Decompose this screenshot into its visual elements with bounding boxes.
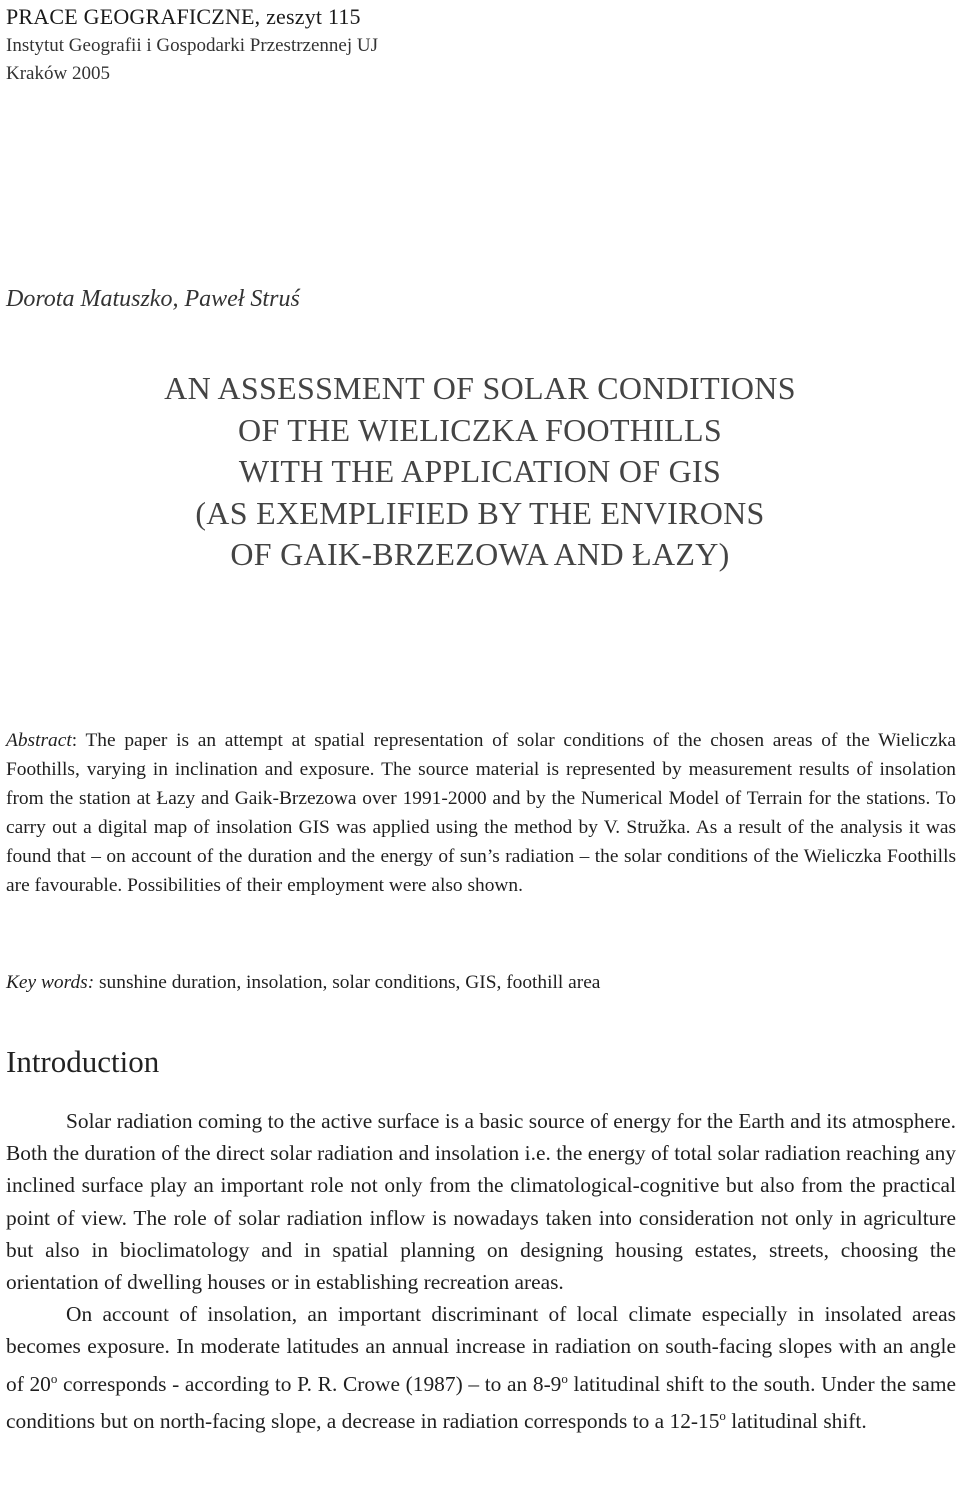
keywords xyxy=(6,969,956,997)
introduction-body xyxy=(6,1105,956,1437)
title-line: OF THE WIELICZKA FOOTHILLS xyxy=(238,411,722,448)
paragraph xyxy=(6,1298,956,1437)
title-line: (AS EXEMPLIFIED BY THE ENVIRONS xyxy=(195,494,765,531)
section-heading-introduction: Introduction xyxy=(6,1044,160,1079)
journal-series: PRACE GEOGRAFICZNE, zeszyt 115 xyxy=(6,4,361,29)
paragraph-text: corresponds - according to P. R. Crowe (1987) – to an 8-9 xyxy=(57,1371,562,1396)
paragraph-text: On account of insolation, an important discriminant of local climate especially in insolated areas becomes exposure. In moderate latitudes an annual increase in radiation on south-facing slopes with an angle of 20 xyxy=(6,1302,956,1396)
degree-superscript: o xyxy=(719,1407,726,1423)
abstract xyxy=(6,726,956,900)
title-line: WITH THE APPLICATION OF GIS xyxy=(238,453,722,489)
journal-place-year: Kraków 2005 xyxy=(6,63,110,84)
paper-title xyxy=(0,368,960,576)
title-line: AN ASSESSMENT OF SOLAR CONDITIONS xyxy=(164,370,796,406)
keywords-label: Key words: xyxy=(6,972,95,993)
degree-superscript: o xyxy=(50,1370,58,1386)
author-list: Dorota Matuszko, Paweł Struś xyxy=(6,286,300,312)
abstract-text: : The paper is an attempt at spatial representation of solar conditions of the chosen areas of the Wieliczka Foothills, varying in inclination and exposure. The source material is represented by measurement results of insolation from the station at Łazy and Gaik-Brzezowa over 1991-2000 and by the Numerical Model of Terrain for the stations. To carry out a digital map of insolation GIS was applied using the method by V. Stružka. As a result of the analysis it was found that – on account of the duration and the energy of sun’s radiation – the solar conditions of the Wieliczka Foothills are favourable. Possibilities of their employment were also shown. xyxy=(6,730,956,896)
paragraph-text: latitudinal shift. xyxy=(725,1409,867,1434)
keywords-text: sunshine duration, insolation, solar conditions, GIS, foothill area xyxy=(99,972,601,993)
journal-header xyxy=(6,2,946,88)
paragraph: Solar radiation coming to the active surface is a basic source of energy for the Earth and its atmosphere. Both the duration of the direct solar radiation and insolation i.e. the energy of total solar radiation reaching any inclined surface play an important role not only from the climatological-cognitive but also from the practical point of view. The role of solar radiation inflow is nowadays taken into consideration not only in agriculture but also in bioclimatology and in spatial planning on designing housing estates, streets, choosing the orientation of dwelling houses or in establishing recreation areas. xyxy=(6,1109,956,1295)
paragraph-text: latitudinal shift to the south. Under the same conditions but on north-facing slope, a decrease in radiation corresponds to a 12-15 xyxy=(6,1371,956,1434)
title-line: OF GAIK-BRZEZOWA AND ŁAZY) xyxy=(230,536,730,572)
abstract-label: Abstract xyxy=(6,730,72,751)
journal-institute: Instytut Geografii i Gospodarki Przestrzennej UJ xyxy=(6,35,378,56)
degree-superscript: o xyxy=(561,1370,568,1386)
